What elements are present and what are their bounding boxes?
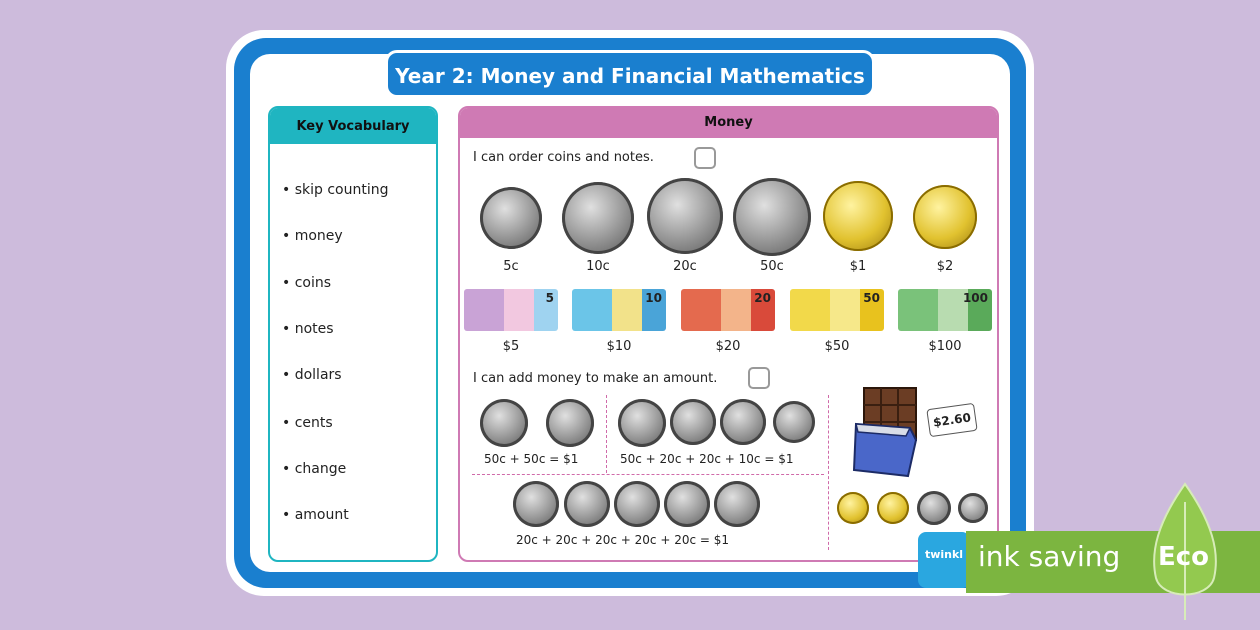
note-label: $50 <box>824 339 850 354</box>
note-20-dollar <box>681 289 775 331</box>
note-50-dollar <box>790 289 884 331</box>
coin-label: 10c <box>586 259 610 274</box>
coin-1-dollar <box>877 492 909 524</box>
equation-2: 50c + 20c + 20c + 10c = $1 <box>620 452 794 466</box>
twinkl-logo: twinkl <box>918 532 970 588</box>
coin-20c <box>513 481 559 527</box>
coin-label: 5c <box>503 259 519 274</box>
statement-order-coins: I can order coins and notes. <box>473 150 654 165</box>
chocolate-bar-icon <box>850 384 924 480</box>
vocab-item: • cents <box>282 415 333 431</box>
coin-label: 50c <box>760 259 784 274</box>
coin-50c <box>480 399 528 447</box>
coin-1-dollar <box>837 492 869 524</box>
vocab-item: • change <box>282 461 347 477</box>
coin-10c <box>773 401 815 443</box>
note-label: $20 <box>715 339 741 354</box>
vocab-item: • coins <box>282 275 332 291</box>
vocab-item: • money <box>282 228 343 244</box>
equation-3: 20c + 20c + 20c + 20c + 20c = $1 <box>516 533 730 547</box>
note-label: $10 <box>606 339 632 354</box>
vocab-item: • amount <box>282 507 349 523</box>
coin-50c <box>733 178 811 256</box>
note-5-dollar <box>464 289 558 331</box>
price-tag: $2.60 <box>926 403 977 437</box>
note-denomination: 5 <box>545 291 554 305</box>
coin-20c <box>564 481 610 527</box>
coin-label: 20c <box>673 259 697 274</box>
page-title: Year 2: Money and Financial Mathematics <box>385 50 875 98</box>
divider <box>606 395 607 473</box>
money-heading: Money <box>460 108 997 138</box>
note-denomination: 10 <box>645 291 662 305</box>
vocab-item: • dollars <box>282 367 342 383</box>
coin-20c <box>720 399 766 445</box>
coin-20c <box>670 399 716 445</box>
vocabulary-panel <box>268 106 438 562</box>
coin-50c <box>618 399 666 447</box>
add-money-checkbox[interactable] <box>748 367 770 389</box>
divider <box>472 474 824 475</box>
eco-label: Eco <box>1158 542 1210 572</box>
note-denomination: 50 <box>863 291 880 305</box>
note-denomination: 20 <box>754 291 771 305</box>
note-label: $5 <box>502 339 520 354</box>
coin-20c <box>647 178 723 254</box>
statement-add-money: I can add money to make an amount. <box>473 371 718 386</box>
note-label: $100 <box>928 339 962 354</box>
coin-1-dollar <box>823 181 893 251</box>
coin-10c <box>958 493 988 523</box>
coin-50c <box>546 399 594 447</box>
order-coins-checkbox[interactable] <box>694 147 716 169</box>
vocabulary-heading: Key Vocabulary <box>270 108 436 144</box>
divider <box>828 395 829 550</box>
coin-20c <box>614 481 660 527</box>
note-10-dollar <box>572 289 666 331</box>
note-denomination: 100 <box>962 291 988 305</box>
coin-20c <box>714 481 760 527</box>
coin-10c <box>562 182 634 254</box>
vocab-item: • skip counting <box>282 182 389 198</box>
equation-1: 50c + 50c = $1 <box>484 452 579 466</box>
coin-50c <box>917 491 951 525</box>
coin-label: $1 <box>849 259 867 274</box>
note-100-dollar <box>898 289 992 331</box>
coin-2-dollar <box>913 185 977 249</box>
coin-20c <box>664 481 710 527</box>
coin-label: $2 <box>936 259 954 274</box>
vocab-item: • notes <box>282 321 334 337</box>
coin-5c <box>480 187 542 249</box>
ink-saving-label: ink saving <box>978 540 1121 573</box>
